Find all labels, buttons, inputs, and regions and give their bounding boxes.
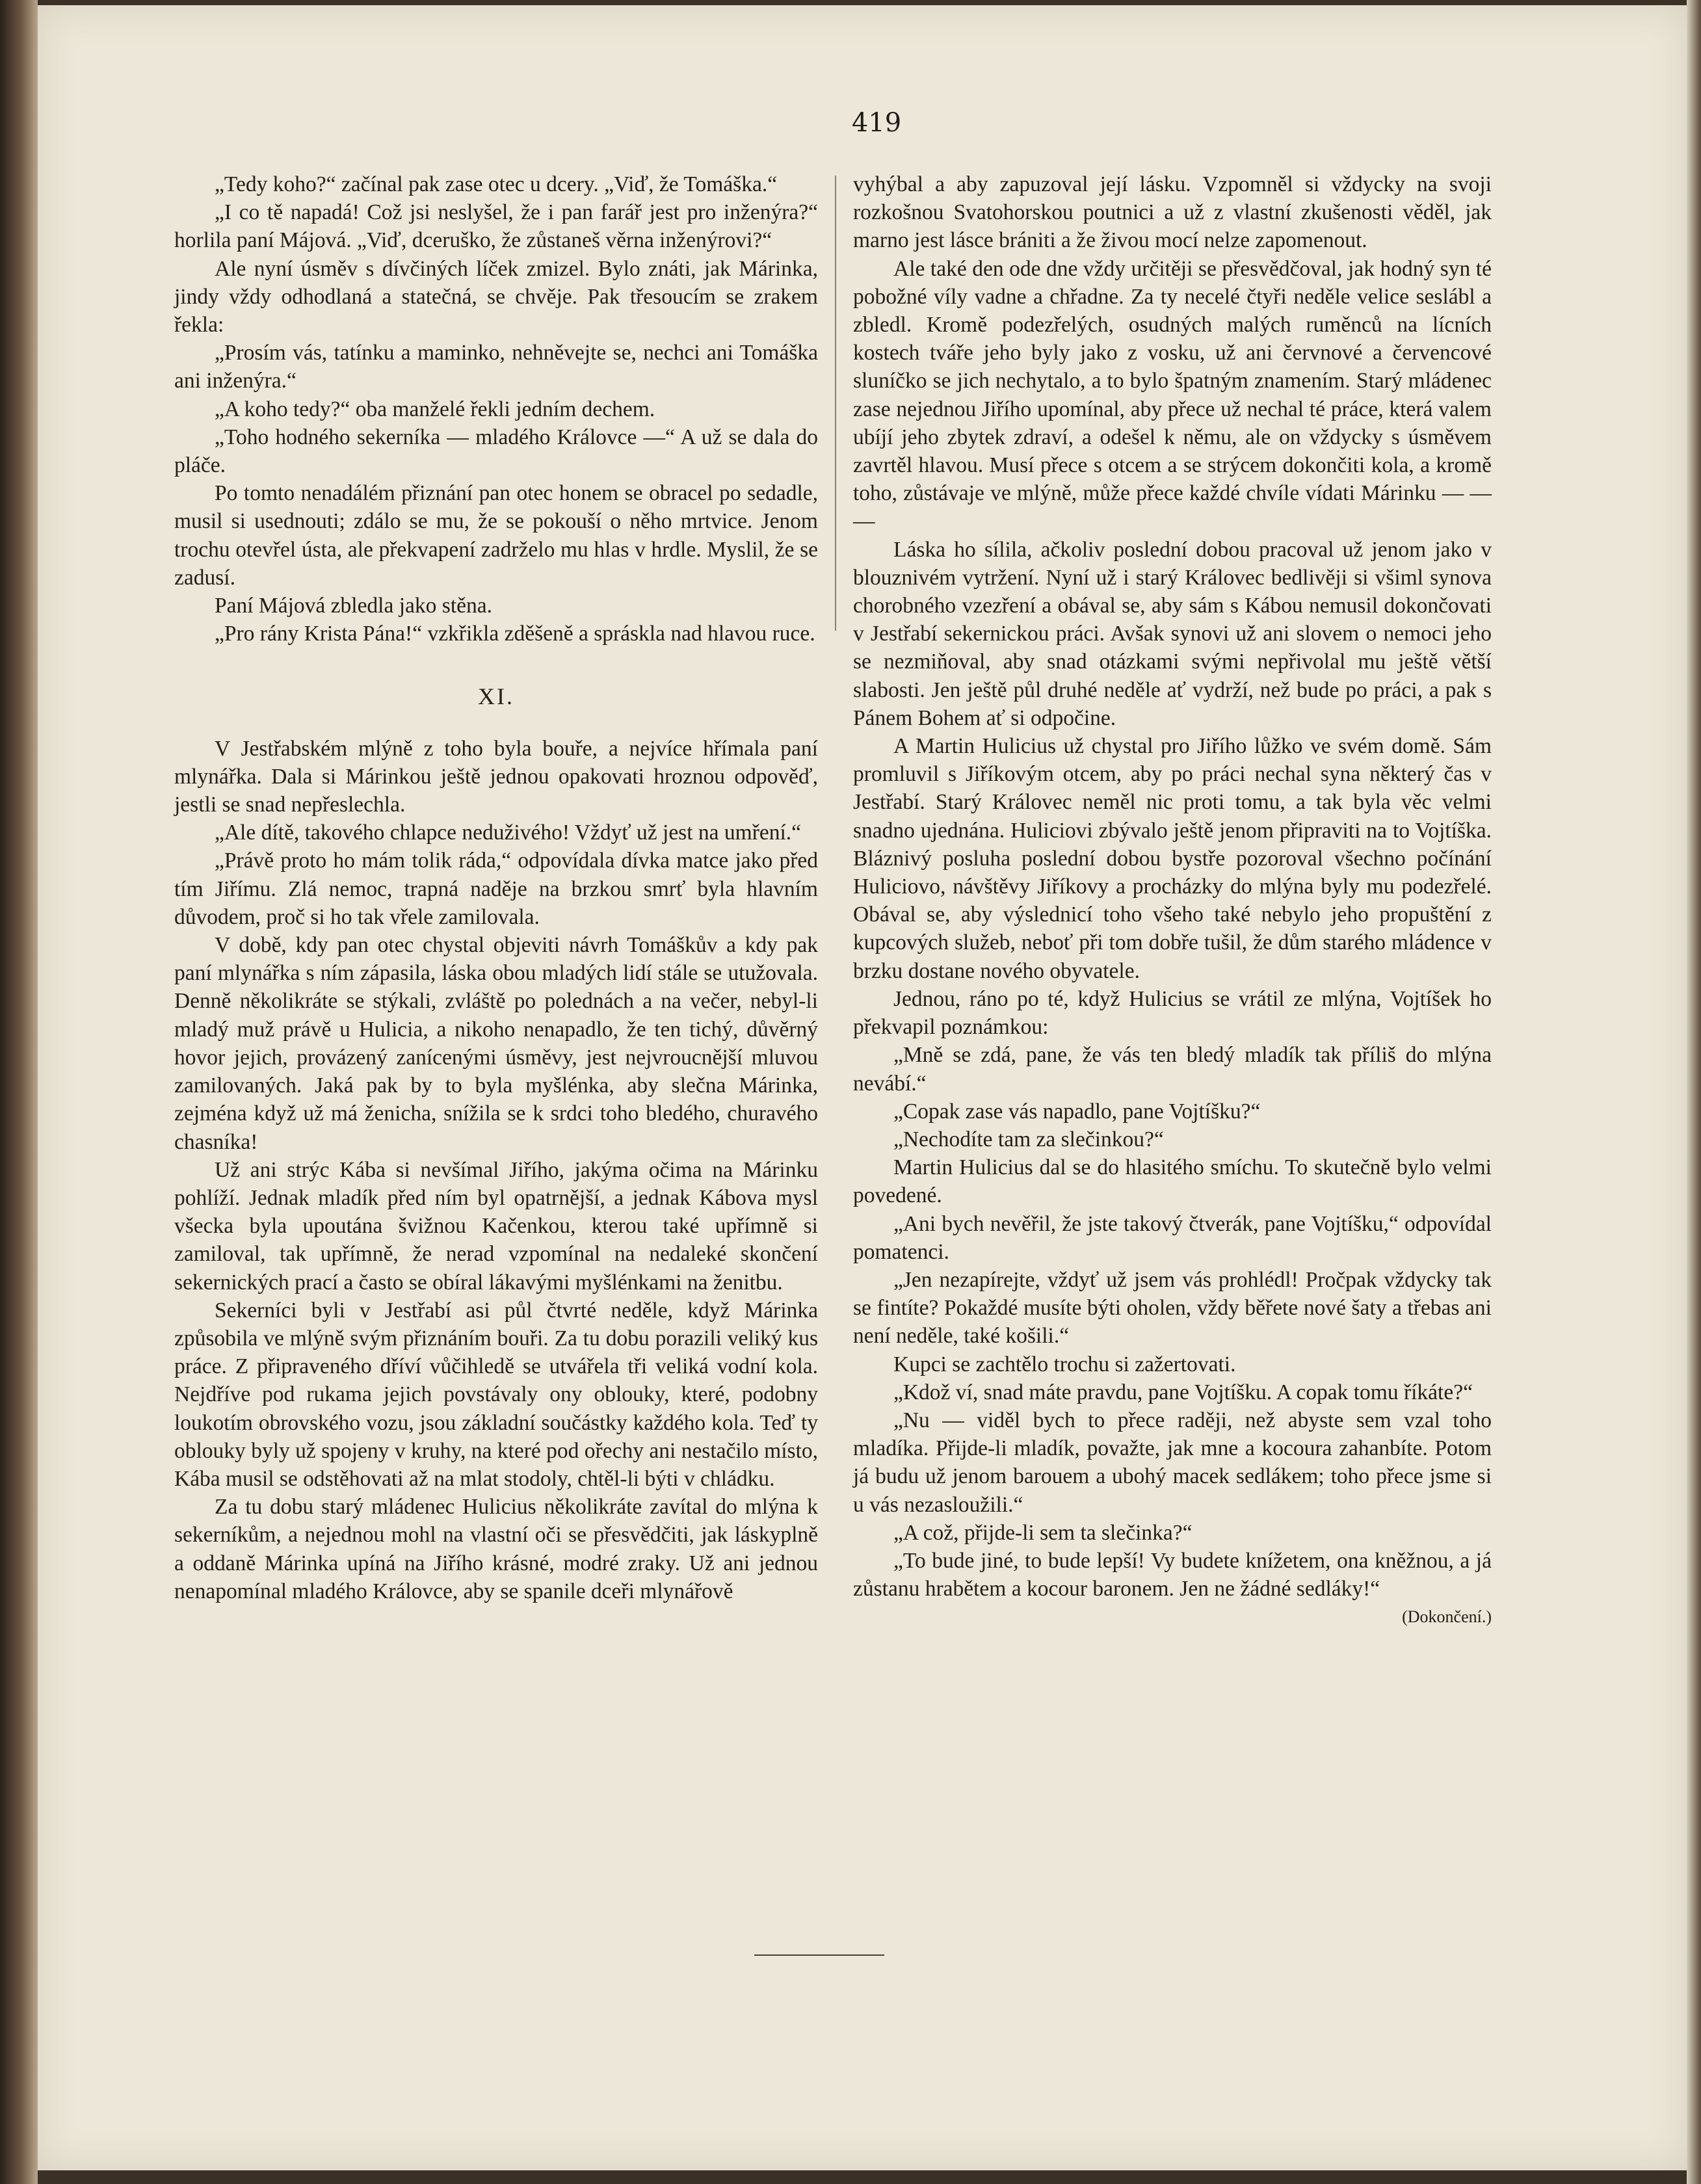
- paragraph: „Prosím vás, tatínku a maminko, nehněvejte se, nechci ani Tomáška ani inženýra.“: [174, 341, 818, 393]
- paragraph: „Nechodíte tam za slečinkou?“: [893, 1127, 1164, 1151]
- paragraph: V Jestřabském mlýně z toho byla bouře, a nejvíce hřímala paní mlynářka. Dala si Márinkou ještě jednou opakovati hroznou odpověď, jestli se snad nepřeslechla.: [174, 736, 818, 817]
- page-number: 419: [851, 108, 902, 138]
- paragraph: A Martin Hulicius už chystal pro Jiřího lůžko ve svém domě. Sám promluvil s Jiříkovým otcem, aby po práci nechal syna některý čas v Jestřabí. Starý Královec neměl nic proti tomu, a tak byla věc velmi snadno ujednána. Huliciovi zbývalo ještě jenom připraviti na to Vojtíška. Bláznivý posluha poslední dobou bystře pozoroval všechno počínání Huliciovo, návštěvy Jiříkovy a procházky do mlýna byly mu podezřelé. Obával se, aby výslednicí toho všeho také nebylo jeho propuštění z kupcových služeb, neboť při tom dobře tušil, že dům starého mládence v brzku dostane nového obyvatele.: [853, 734, 1492, 983]
- chapter-heading: XI.: [478, 683, 514, 710]
- paragraph: Už ani strýc Kába si nevšímal Jiřího, jakýma očima na Márinku pohlíží. Jednak mladík před ním byl opatrnější, a jednak Kábova mysl všecka byla upoutána švižnou Kačenkou, kterou také upřímně si zamiloval, tak upřímně, že nerad vzpomínal na nedaleké skončení sekernických prací a často se obíral lákavými myšlénkami na ženitbu.: [174, 1157, 818, 1295]
- paragraph: „Jen nezapírejte, vždyť už jsem vás prohlédl! Pročpak vždycky tak se fintíte? Pokaždé musíte býti oholen, vždy běřete nové šaty a třebas ani není neděle, také košili.“: [853, 1267, 1492, 1349]
- paragraph: „A koho tedy?“ oba manželé řekli jedním dechem.: [215, 397, 655, 421]
- end-rule: [754, 1954, 884, 1956]
- paragraph: Kupci se zachtělo trochu si zažertovati.: [893, 1352, 1236, 1376]
- paragraph: V době, kdy pan otec chystal objeviti návrh Tomáškův a kdy pak paní mlynářka s ním zápasila, láska obou mladých lidí stále se utužovala. Denně několikráte se stýkali, zvláště po polednách a na večer, nebyl-li mladý muž právě u Hulicia, a nikoho nenapadlo, že ten tichý, důvěrný hovor jejich, provázený zanícenými úsměvy, jest nejvroucnější mluvou zamilovaných. Jaká pak by to byla myšlénka, aby slečna Márinka, zejména když už má ženicha, snížila se k srdci toho bledého, churavého chasníka!: [174, 933, 818, 1154]
- paragraph: „Pro rány Krista Pána!“ vzkřikla zděšeně a spráskla nad hlavou ruce.: [215, 622, 815, 646]
- paragraph-continued: vyhýbal a aby zapuzoval její lásku. Vzpomněl si vždycky na svoji rozkošnou Svatohorskou poutnici a už z vlastní zkušenosti věděl, jak marno jest lásce brániti a že živou mocí nelze zapomenout.: [853, 172, 1492, 253]
- to-be-concluded-note: (Dokončení.): [1402, 1607, 1492, 1627]
- right-text-column: [853, 170, 1492, 1631]
- paragraph: Ale nyní úsměv s dívčiných líček zmizel. Bylo znáti, jak Márinka, jindy vždy odhodlaná a statečná, se chvěje. Pak třesoucím se zrakem řekla:: [174, 256, 818, 337]
- column-divider: [835, 176, 836, 631]
- paragraph: „Kdož ví, snad máte pravdu, pane Vojtíšku. A copak tomu říkáte?“: [893, 1380, 1473, 1404]
- paragraph-final: [853, 1547, 1492, 1627]
- left-text-column: [174, 170, 818, 1605]
- paragraph: Po tomto nenadálém přiznání pan otec honem se obracel po sedadle, musil si usednouti; zdálo se mu, že se pokouší o něho mrtvice. Jenom trochu otevřel ústa, ale překvapení zadrželo mu hlas v hrdle. Myslil, že se zadusí.: [174, 481, 818, 590]
- paragraph: „Toho hodného sekerníka — mladého Královce —“ A už se dala do pláče.: [174, 425, 818, 478]
- paragraph: „Ale dítě, takového chlapce neduživého! Vždyť už jest na umření.“: [215, 821, 802, 845]
- paragraph: Za tu dobu starý mládenec Hulicius několikráte zavítal do mlýna k sekerníkům, a nejednou mohl na vlastní oči se přesvědčiti, jak láskyplně a oddaně Márinka upíná na Jiřího krásné, modré zraky. Už ani jednou nenapomínal mladého Královce, aby se spanile dceři mlynářově: [174, 1495, 818, 1603]
- book-spine-shadow: [0, 0, 38, 2184]
- paragraph: „A což, přijde-li sem ta slečinka?“: [893, 1520, 1193, 1545]
- paragraph: „Tedy koho?“ začínal pak zase otec u dcery. „Viď, že Tomáška.“: [215, 172, 778, 196]
- paragraph: Jednou, ráno po té, když Hulicius se vrátil ze mlýna, Vojtíšek ho překvapil poznámkou:: [853, 986, 1492, 1040]
- paragraph: Sekerníci byli v Jestřabí asi půl čtvrté neděle, když Márinka způsobila ve mlýně svým přiznáním bouři. Za tu dobu porazili veliký kus práce. Z připraveného dříví vůčihledě se utvářela tři veliká vodní kola. Nejdříve pod rukama jejich povstávaly ony oblouky, které, podobny loukotím obrovského vozu, jsou základní součástky každého kola. Teď ty oblouky byly už spojeny v kruhy, na které pod ořechy ani nestačilo místo, Kába musil se odstěhovati až na mlat stodoly, chtěl-li býti v chládku.: [174, 1298, 818, 1491]
- paragraph: Martin Hulicius dal se do hlasitého smíchu. To skutečně bylo velmi povedené.: [853, 1155, 1492, 1208]
- paragraph-final-text: „To bude jiné, to bude lepší! Vy budete knížetem, ona kněžnou, a já zůstanu hrabětem a kocour baronem. Jen ne žádné sedláky!“: [853, 1548, 1492, 1601]
- paragraph: „Právě proto ho mám tolik ráda,“ odpovídala dívka matce jako před tím Jiřímu. Zlá nemoc, trapná naděje na brzkou smrť byla hlavním důvodem, proč si ho tak vřele zamilovala.: [174, 849, 818, 929]
- paragraph: „Ani bych nevěřil, že jste takový čtverák, pane Vojtíšku,“ odpovídal pomatenci.: [853, 1211, 1492, 1264]
- paragraph: „I co tě napadá! Což jsi neslyšel, že i pan farář jest pro inženýra?“ horlila paní Májová. „Viď, dceruško, že zůstaneš věrna inženýrovi?“: [174, 200, 818, 253]
- page-edge-shadow: [1687, 0, 1701, 2184]
- paragraph: „Nu — viděl bych to přece raději, než abyste sem vzal toho mladíka. Přijde-li mladík, považte, jak mne a kocoura zahanbíte. Potom já budu už jenom barouem a ubohý macek sedlákem; toho přece jsme si u vás nezasloužili.“: [853, 1408, 1492, 1517]
- paragraph: Láska ho sílila, ačkoliv poslední dobou pracoval už jenom jako v blouznivém vytržení. Nyní už i starý Královec bedlivěji si všiml synova chorobného vzezření a obával se, aby sám s Kábou nemusil dokončovati v Jestřabí sekernickou práci. Avšak synovi už ani slovem o nemoci jeho se nezmiňoval, aby snad otázkami svými nepřivolal mu ještě větší slabosti. Jen ještě půl druhé neděle ať vydrží, než bude po práci, a pak s Pánem Bohem ať si odpočine.: [853, 537, 1492, 730]
- paragraph: „Copak zase vás napadlo, pane Vojtíšku?“: [893, 1099, 1261, 1124]
- paragraph: „Mně se zdá, pane, že vás ten bledý mladík tak příliš do mlýna nevábí.“: [853, 1043, 1492, 1096]
- paragraph: Ale také den ode dne vždy určitěji se přesvědčoval, jak hodný syn té pobožné víly vadne a chřadne. Za ty necelé čtyři neděle velice seslábl a zbledl. Kromě podezřelých, osudných malých ruměnců na lícních kostech tváře jeho byly jako z vosku, už ani červnové a červencové sluníčko se jich nechytalo, a to bylo špatným znamením. Starý mládenec zase nejednou Jiřího upomínal, aby přece už nechal té práce, která valem ubíjí jeho zbytek zdraví, a odešel k němu, ale on vždycky s úsměvem zavrtěl hlavou. Musí přece s otcem a se strýcem dokončiti kola, a kromě toho, zůstávaje ve mlýně, může přece každé chvíle vídati Márinku — — —: [853, 256, 1492, 534]
- paragraph: Paní Májová zbledla jako stěna.: [215, 594, 492, 618]
